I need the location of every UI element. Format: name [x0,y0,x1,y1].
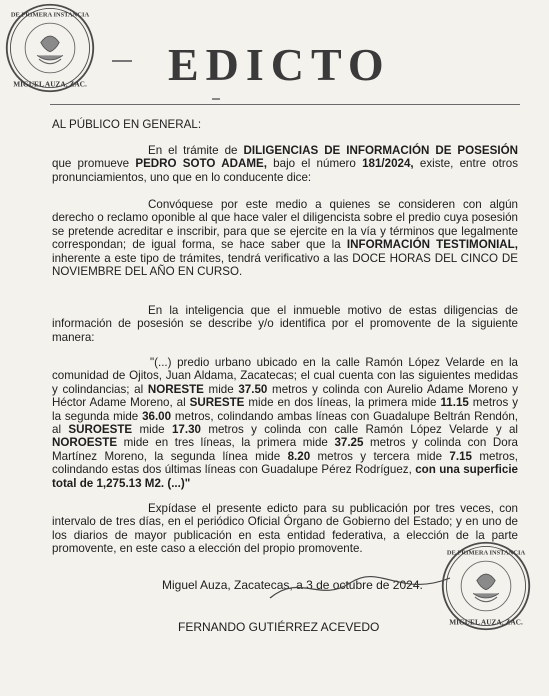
place-date: Miguel Auza, Zacatecas, a 3 de octubre de 2024. [162,578,423,592]
paragraph-intro: En el trámite de DILIGENCIAS DE INFORMACIÓN DE POSESIÓN que promueve PEDRO SOTO ADAME, bajo el número 181/2024, existe, entre otros pronunciamientos, uno que en lo conducente dice: [52,144,519,184]
paragraph-publication-order: Expídase el presente edicto para su publicación por tres veces, con intervalo de tres días, en el periódico Oficial Órgano de Gobierno del Estado; y en uno de los diarios de mayor publicación en esta entidad federativa, a elección de la parte promovente, en este caso a elección del propio promovente. [52,502,518,556]
document-title: EDICTO [168,39,391,90]
signatory-name: FERNANDO GUTIÉRREZ ACEVEDO [178,620,380,634]
paragraph-property-description: "(...) predio urbano ubicado en la calle Ramón López Velarde en la comunidad de Ojitos, Juan Aldama, Zacatecas; el cual cuenta con las siguientes medidas y colindancias; al NORESTE mide 37.50 metros y colinda con Aurelio Adame Moreno y Héctor Adame Moreno, al SURESTE mide en dos líneas, la primera mide 11.15 metros y la segunda mide 36.00 metros, colindando ambas líneas con Guadalupe Beltrán Rendón, al SUROESTE mide 17.30 metros y colinda con calle Ramón López Velarde y al NOROESTE mide en tres líneas, la primera mide 37.25 metros y colinda con Dora Martínez Moreno, la segunda línea mide 8.20 metros y tercera mide 7.15 metros, colindando estas dos últimas líneas con Guadalupe Pérez Rodríguez, con una superficie total de 1,275.13 M2. (...)" [52,356,519,490]
salutation: AL PÚBLICO EN GENERAL: [52,118,202,131]
decorative-dash [112,60,132,62]
svg-text:MIGUEL AUZA, ZAC.: MIGUEL AUZA, ZAC. [13,79,87,89]
svg-text:DE PRIMERA INSTANCIA: DE PRIMERA INSTANCIA [446,549,526,557]
paragraph-property-intro: En la inteligencia que el inmueble motivo de estas diligencias de información de posesión se describe y/o identifica por el promovente de la siguiente manera: [52,304,518,344]
header-divider [50,104,520,105]
svg-text:DE PRIMERA INSTANCIA: DE PRIMERA INSTANCIA [10,11,90,19]
paragraph-summons: Convóquese por este medio a quienes se consideren con algún derecho o reclamo oponible al que hace valer el diligencista sobre el predio cuya posesión se pretende acreditar e inscribir, para que se ejercite en la vía y términos que legalmente correspondan; de igual forma, se hace saber que la INFORMACIÓN TESTIMONIAL, inherente a este tipo de trámites, tendrá verificativo a las DOCE HORAS DEL CINCO DE NOVIEMBRE DEL AÑO EN CURSO. [52,198,518,279]
svg-text:MIGUEL AUZA, ZAC.: MIGUEL AUZA, ZAC. [449,617,523,627]
court-seal-icon [4,2,96,94]
signature-stroke [260,568,460,608]
decorative-dash [212,98,220,100]
